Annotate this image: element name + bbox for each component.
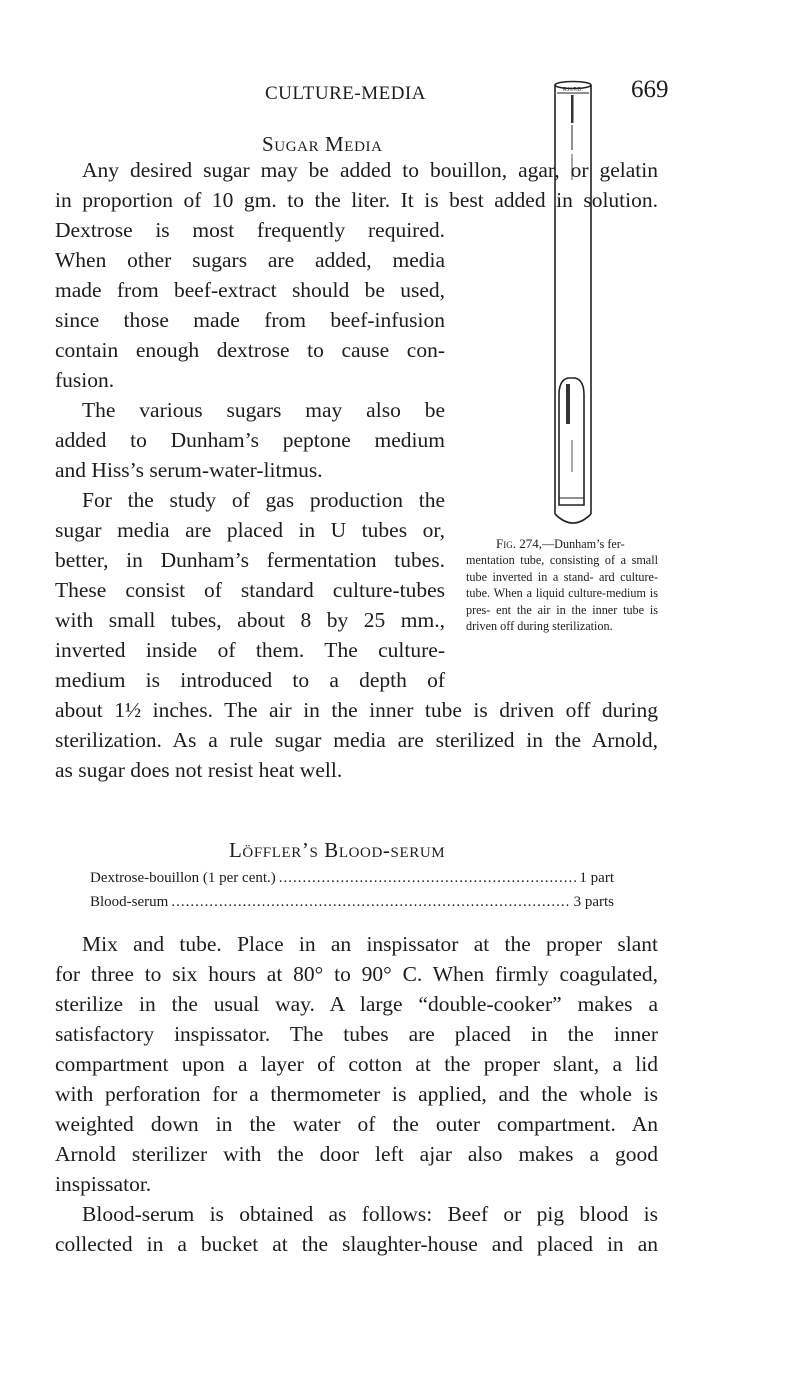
paragraph-line: for three to six hours at 80° to 90° C. When firmly coagulated, [55, 962, 658, 986]
paragraph-line: For the study of gas production the [82, 488, 445, 512]
paragraph-line: with small tubes, about 8 by 25 mm., [55, 608, 445, 632]
paragraph-line: These consist of standard culture-tubes [55, 578, 445, 602]
paragraph-line: The various sugars may also be [82, 398, 445, 422]
fermentation-tube-figure [538, 80, 608, 540]
page-number: 669 [631, 76, 669, 103]
running-title: CULTURE-MEDIA [265, 83, 426, 104]
paragraph-line: inspissator. [55, 1172, 152, 1196]
paragraph-line: with perforation for a thermometer is applied, and the whole is [55, 1082, 658, 1106]
paragraph-line: about 1½ inches. The air in the inner tube is driven off during [55, 698, 658, 722]
paragraph-line: sugar media are placed in U tubes or, [55, 518, 445, 542]
paragraph-line: Any desired sugar may be added to bouillon, agar, or gelatin [82, 158, 658, 182]
tube-stamp: R.H.T.D. [563, 87, 583, 93]
paragraph-line: fusion. [55, 368, 115, 392]
paragraph-line: sterilize in the usual way. A large “double-cooker” makes a [55, 992, 658, 1016]
paragraph-line: satisfactory inspissator. The tubes are placed in the inner [55, 1022, 658, 1046]
paragraph-line: Arnold sterilizer with the door left ajar also makes a good [55, 1142, 658, 1166]
paragraph-line: Mix and tube. Place in an inspissator at the proper slant [82, 932, 658, 956]
section-heading-loffler: Löffler’s Blood-serum [229, 838, 446, 862]
paragraph-line: collected in a bucket at the slaughter-house and placed in an [55, 1232, 658, 1256]
paragraph-line: added to Dunham’s peptone medium [55, 428, 445, 452]
recipe-qty: 3 parts [573, 894, 614, 910]
paragraph-line: sterilization. As a rule sugar media are sterilized in the Arnold, [55, 728, 658, 752]
paragraph-line: made from beef-extract should be used, [55, 278, 445, 302]
figure-caption [466, 536, 658, 634]
paragraph-line: and Hiss’s serum-water-litmus. [55, 458, 323, 482]
recipe-row [90, 894, 614, 911]
paragraph-line: Blood-serum is obtained as follows: Beef or pig blood is [82, 1202, 658, 1226]
recipe-item: Blood-serum [90, 894, 169, 910]
section-heading-sugar-media: Sugar Media [262, 132, 383, 156]
paragraph-line: better, in Dunham’s fermentation tubes. [55, 548, 445, 572]
leader-dots [171, 894, 570, 911]
paragraph-line: When other sugars are added, media [55, 248, 445, 272]
caption-first-line: —Dunham’s fer- [541, 537, 625, 551]
paragraph-line: Dextrose is most frequently required. [55, 218, 445, 242]
paragraph-line: contain enough dextrose to cause con- [55, 338, 445, 362]
recipe-row [90, 870, 614, 887]
paragraph-line: as sugar does not resist heat well. [55, 758, 343, 782]
paragraph-line: medium is introduced to a depth of [55, 668, 445, 692]
figure-label: Fig. 274, [496, 536, 542, 551]
caption-text: mentation tube, consisting of a small tube inverted in a stand- ard culture-tube. When a liquid culture-medium is pres- ent the air in the inner tube is driven off during sterilization. [466, 553, 658, 634]
paragraph-line: inverted inside of them. The culture- [55, 638, 445, 662]
paragraph-line: weighted down in the water of the outer compartment. An [55, 1112, 658, 1136]
recipe-item: Dextrose-bouillon (1 per cent.) [90, 870, 276, 886]
leader-dots [279, 870, 577, 887]
paragraph-line: in proportion of 10 gm. to the liter. It is best added in solution. [55, 188, 658, 212]
recipe-qty: 1 part [579, 870, 614, 886]
paragraph-line: since those made from beef-infusion [55, 308, 445, 332]
paragraph-line: compartment upon a layer of cotton at the proper slant, a lid [55, 1052, 658, 1076]
